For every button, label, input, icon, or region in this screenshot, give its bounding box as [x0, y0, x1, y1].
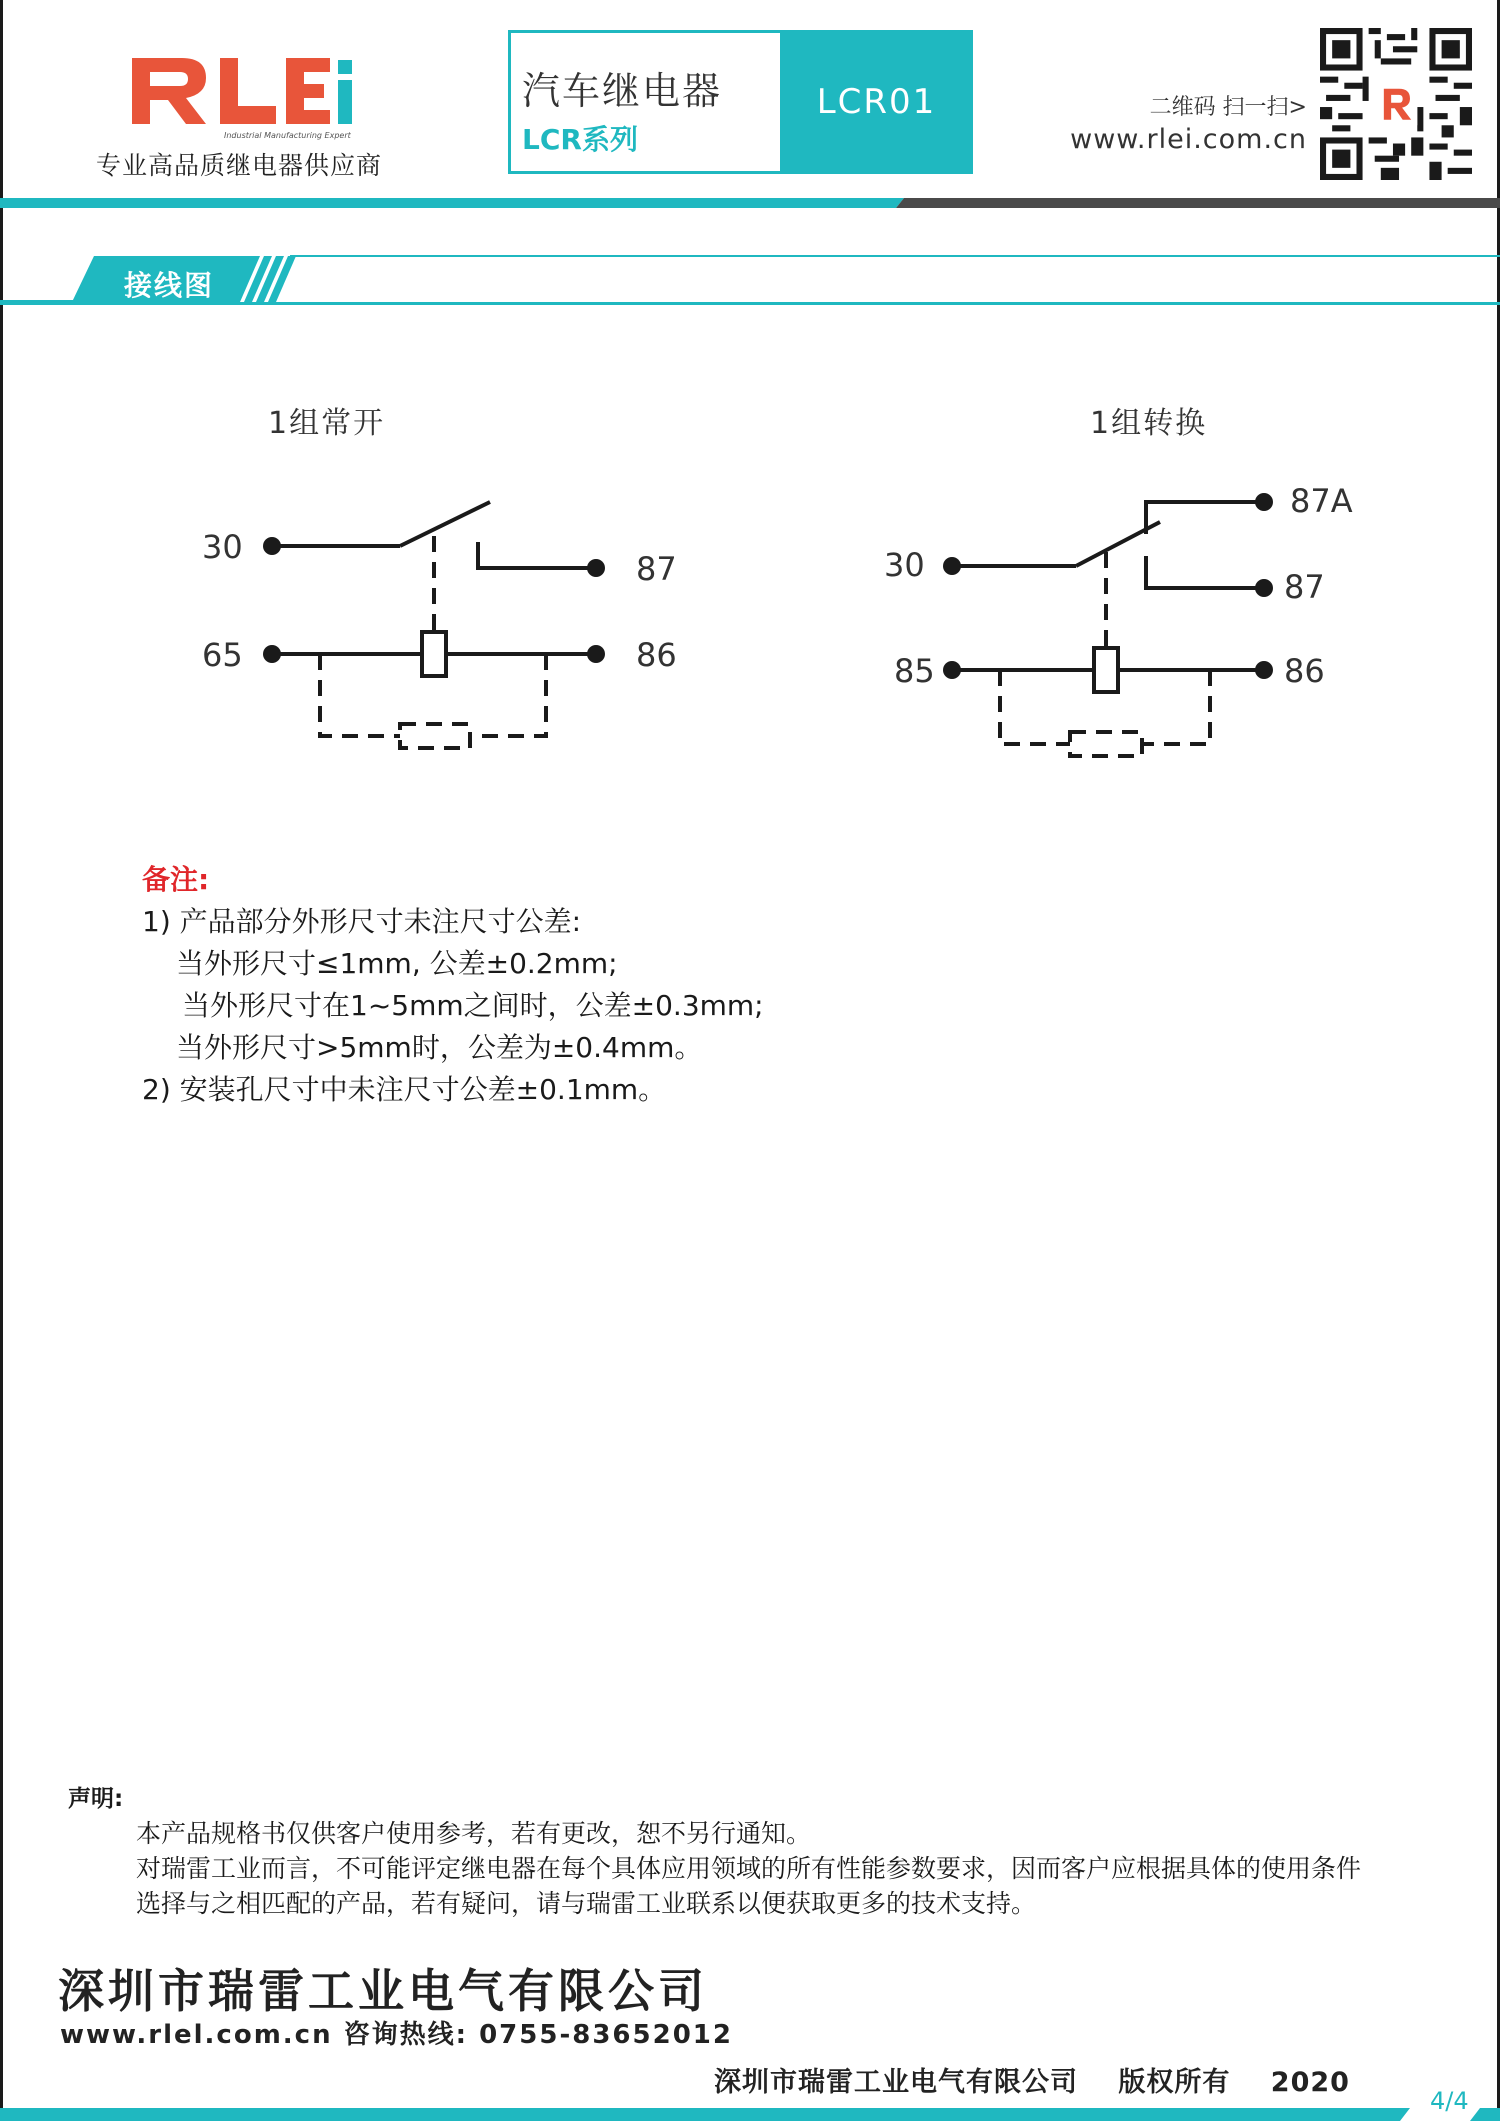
rlei-logo	[124, 44, 364, 144]
note-line: 当外形尺寸>5mm时，公差为±0.4mm。	[176, 1031, 703, 1064]
section-tab	[0, 252, 1500, 306]
note-line: 当外形尺寸在1~5mm之间时，公差±0.3mm;	[182, 989, 764, 1022]
pin-label: 85	[894, 652, 935, 690]
contact-info: www.rlel.com.cn 咨询热线: 0755-83652012	[60, 2020, 733, 2050]
pin-label: 86	[1284, 652, 1325, 690]
pin-label: 87A	[1290, 482, 1353, 520]
note-line: 2) 安装孔尺寸中未注尺寸公差±0.1mm。	[142, 1073, 667, 1106]
section-title: 接线图	[124, 269, 215, 302]
pin-label: 30	[202, 528, 243, 566]
pin-label: 65	[202, 636, 243, 674]
declaration-line: 对瑞雷工业而言，不可能评定继电器在每个具体应用领域的所有性能参数要求，因而客户应根据具体的使用条件	[136, 1854, 1362, 1883]
product-series: LCR系列	[522, 123, 638, 156]
qr-hint: 二维码 扫一扫>	[1149, 95, 1307, 120]
model-number: LCR01	[816, 82, 937, 122]
note-line: 当外形尺寸≤1mm, 公差±0.2mm;	[176, 947, 618, 980]
qr-code-icon[interactable]	[1320, 28, 1472, 180]
pin-label: 86	[636, 636, 677, 674]
declaration-line: 选择与之相匹配的产品，若有疑问，请与瑞雷工业联系以便获取更多的技术支持。	[136, 1889, 1037, 1918]
pin-label: 30	[884, 546, 925, 584]
brand-tagline: 专业高品质继电器供应商	[96, 151, 383, 180]
declaration-line: 本产品规格书仅供客户使用参考，若有更改，恕不另行通知。	[136, 1819, 812, 1848]
declaration-heading: 声明:	[68, 1786, 124, 1812]
company-name: 深圳市瑞雷工业电气有限公司	[58, 1964, 708, 2018]
note-line: 1) 产品部分外形尺寸未注尺寸公差:	[142, 905, 582, 938]
notes-heading: 备注:	[142, 863, 210, 896]
diagram-title-normally-open: 1组常开	[268, 406, 386, 441]
copyright: 深圳市瑞雷工业电气有限公司 版权所有 2020	[714, 2067, 1350, 2098]
logo-subtitle: Industrial Manufacturing Expert	[224, 131, 351, 140]
website-link[interactable]: www.rlei.com.cn	[1070, 124, 1307, 155]
footer-divider	[0, 2108, 1500, 2121]
header-divider	[0, 198, 1500, 212]
pin-label: 87	[636, 550, 677, 588]
diagram-title-changeover: 1组转换	[1090, 406, 1208, 441]
pin-label: 87	[1284, 568, 1325, 606]
product-title: 汽车继电器	[522, 69, 723, 113]
page-border-left	[0, 0, 3, 2121]
page-number: 4/4	[1430, 2087, 1469, 2115]
wiring-diagram-normally-open	[190, 470, 690, 760]
